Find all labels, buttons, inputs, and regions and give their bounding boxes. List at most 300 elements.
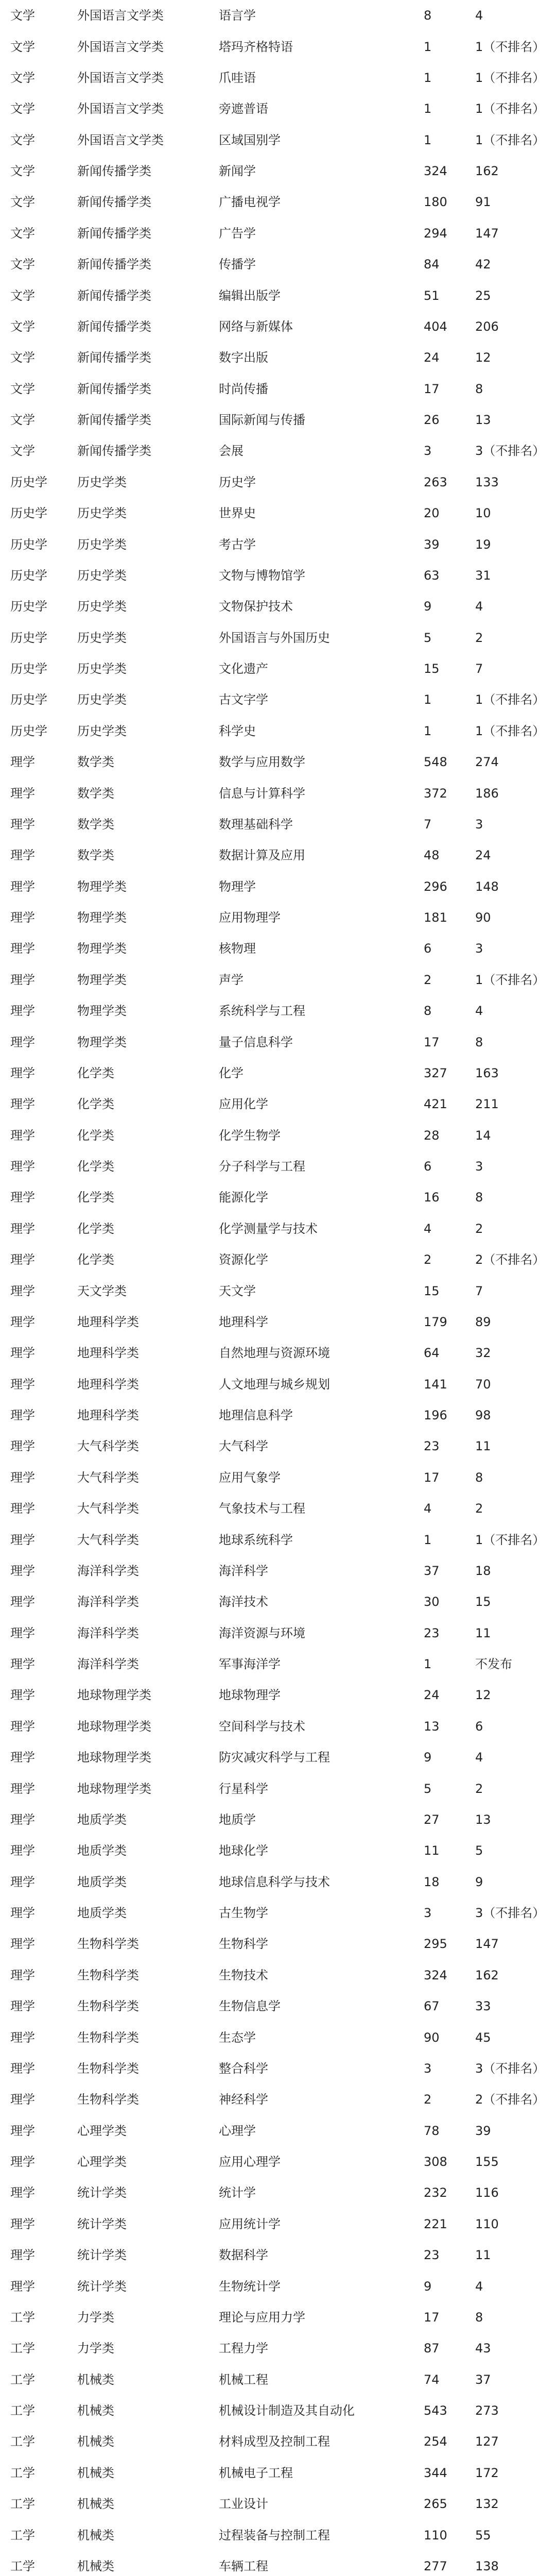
table-row: [6, 840, 550, 871]
major-cell: 物理学: [219, 880, 256, 893]
major-cell: 广播电视学: [219, 196, 281, 209]
table-row: [6, 933, 550, 964]
major-cell: 应用统计学: [219, 2217, 281, 2230]
count-cell: 4: [424, 1222, 432, 1235]
count-cell: 24: [424, 1689, 440, 1702]
category-cell: 地球物理学类: [77, 1689, 151, 1702]
rank-cell: 11: [475, 1626, 491, 1639]
category-cell: 物理学类: [77, 1036, 127, 1048]
discipline-cell: 文学: [10, 40, 35, 53]
major-cell: 文化遗产: [219, 663, 268, 675]
category-cell: 历史学类: [77, 663, 127, 675]
count-cell: 17: [424, 2311, 440, 2324]
discipline-cell: 理学: [10, 1969, 35, 1981]
table-row: [6, 1711, 550, 1742]
discipline-cell: 理学: [10, 1191, 35, 1204]
rank-cell: 8: [475, 382, 483, 395]
table-row: [6, 435, 550, 466]
category-cell: 新闻传播学类: [77, 445, 151, 457]
major-cell: 机械工程: [219, 2373, 268, 2386]
table-row: [6, 2333, 550, 2364]
discipline-cell: 理学: [10, 787, 35, 800]
table-row: [6, 1089, 550, 1120]
category-cell: 海洋科学类: [77, 1626, 139, 1639]
table-row: [6, 2053, 550, 2084]
count-cell: 1: [424, 40, 432, 53]
table-row: [6, 1058, 550, 1089]
table-row: [6, 2240, 550, 2270]
count-cell: 265: [424, 2498, 447, 2511]
major-cell: 生物科学: [219, 1938, 268, 1951]
count-cell: 1: [424, 103, 432, 115]
count-cell: 17: [424, 1471, 440, 1484]
category-cell: 地理科学类: [77, 1409, 139, 1422]
rank-cell: 8: [475, 1191, 483, 1204]
table-row: [6, 1897, 550, 1928]
major-cell: 文物保护技术: [219, 600, 293, 613]
rank-cell: 15: [475, 1596, 491, 1608]
table-row: [6, 62, 550, 93]
category-cell: 地理科学类: [77, 1378, 139, 1391]
category-cell: 机械类: [77, 2498, 114, 2511]
category-cell: 历史学类: [77, 476, 127, 488]
count-cell: 141: [424, 1378, 447, 1391]
major-cell: 旁遮普语: [219, 103, 268, 115]
count-cell: 18: [424, 1875, 440, 1888]
table-row: [6, 1431, 550, 1462]
rank-cell: 4: [475, 9, 483, 22]
table-row: [6, 1742, 550, 1773]
major-cell: 工业设计: [219, 2498, 268, 2511]
rank-cell: 8: [475, 2311, 483, 2324]
major-cell: 地球系统科学: [219, 1533, 293, 1546]
rank-cell: 31: [475, 569, 491, 582]
major-cell: 机械设计制造及其自动化: [219, 2404, 355, 2417]
rank-cell: 19: [475, 538, 491, 551]
rank-cell: 2: [475, 631, 483, 644]
table-row: [6, 653, 550, 684]
category-cell: 化学类: [77, 1129, 114, 1142]
rank-cell: 7: [475, 1284, 483, 1297]
rank-cell: 8: [475, 1036, 483, 1048]
count-cell: 67: [424, 2000, 440, 2013]
rank-cell: 163: [475, 1066, 499, 1079]
rank-cell: 24: [475, 849, 491, 862]
table-row: [6, 498, 550, 529]
discipline-cell: 理学: [10, 1036, 35, 1048]
count-cell: 1: [424, 71, 432, 84]
table-row: [6, 2115, 550, 2146]
category-cell: 新闻传播学类: [77, 320, 151, 333]
category-cell: 地质学类: [77, 1844, 127, 1857]
major-cell: 数学与应用数学: [219, 756, 305, 769]
count-cell: 63: [424, 569, 440, 582]
count-cell: 8: [424, 1005, 432, 1018]
rank-cell: 1（不排名）: [475, 973, 545, 986]
rank-cell: 162: [475, 1969, 499, 1981]
category-cell: 物理学类: [77, 911, 127, 924]
rank-cell: 10: [475, 507, 491, 520]
category-cell: 外国语言文学类: [77, 103, 164, 115]
count-cell: 196: [424, 1409, 447, 1422]
count-cell: 64: [424, 1347, 440, 1360]
rank-cell: 55: [475, 2529, 491, 2541]
major-cell: 生物统计学: [219, 2280, 281, 2293]
discipline-cell: 工学: [10, 2529, 35, 2541]
major-cell: 核物理: [219, 942, 256, 955]
rank-cell: 1（不排名）: [475, 1533, 545, 1546]
count-cell: 179: [424, 1315, 447, 1328]
category-cell: 机械类: [77, 2404, 114, 2417]
count-cell: 543: [424, 2404, 447, 2417]
table-row: [6, 1026, 550, 1057]
table-row: [6, 2270, 550, 2301]
discipline-cell: 理学: [10, 1938, 35, 1951]
discipline-cell: 理学: [10, 2156, 35, 2168]
rank-cell: 11: [475, 1440, 491, 1453]
table-row: [6, 467, 550, 498]
category-cell: 新闻传播学类: [77, 351, 151, 364]
discipline-cell: 理学: [10, 1782, 35, 1795]
rank-cell: 273: [475, 2404, 499, 2417]
major-cell: 大气科学: [219, 1440, 268, 1453]
rank-cell: 172: [475, 2466, 499, 2479]
count-cell: 5: [424, 1782, 432, 1795]
discipline-cell: 理学: [10, 1253, 35, 1266]
rank-cell: 18: [475, 1564, 491, 1577]
table-row: [6, 995, 550, 1026]
count-cell: 2: [424, 2093, 432, 2106]
discipline-cell: 工学: [10, 2435, 35, 2448]
count-cell: 6: [424, 942, 432, 955]
table-row: [6, 1213, 550, 1244]
rank-cell: 3（不排名）: [475, 2062, 545, 2075]
discipline-cell: 工学: [10, 2373, 35, 2386]
count-cell: 421: [424, 1098, 447, 1111]
rank-cell: 89: [475, 1315, 491, 1328]
category-cell: 天文学类: [77, 1284, 127, 1297]
category-cell: 数学类: [77, 756, 114, 769]
discipline-cell: 文学: [10, 9, 35, 22]
table-row: [6, 1649, 550, 1680]
major-cell: 空间科学与技术: [219, 1720, 305, 1733]
discipline-cell: 理学: [10, 1626, 35, 1639]
category-cell: 历史学类: [77, 693, 127, 706]
table-row: [6, 1804, 550, 1835]
table-row: [6, 125, 550, 156]
major-cell: 能源化学: [219, 1191, 268, 1204]
count-cell: 16: [424, 1191, 440, 1204]
discipline-cell: 理学: [10, 1347, 35, 1360]
table-row: [6, 2395, 550, 2426]
major-cell: 行星科学: [219, 1782, 268, 1795]
rank-cell: 14: [475, 1129, 491, 1142]
table-row: [6, 809, 550, 840]
table-row: [6, 2084, 550, 2115]
category-cell: 新闻传播学类: [77, 382, 151, 395]
rank-cell: 127: [475, 2435, 499, 2448]
count-cell: 3: [424, 2062, 432, 2075]
major-cell: 生物信息学: [219, 2000, 281, 2013]
major-cell: 车辆工程: [219, 2560, 268, 2572]
count-cell: 232: [424, 2187, 447, 2199]
rank-cell: 37: [475, 2373, 491, 2386]
count-cell: 23: [424, 2249, 440, 2262]
rank-cell: 7: [475, 663, 483, 675]
count-cell: 15: [424, 1284, 440, 1297]
major-cell: 系统科学与工程: [219, 1005, 305, 1018]
rank-cell: 206: [475, 320, 499, 333]
category-cell: 新闻传播学类: [77, 258, 151, 271]
count-cell: 28: [424, 1129, 440, 1142]
major-cell: 量子信息科学: [219, 1036, 293, 1048]
count-cell: 17: [424, 1036, 440, 1048]
rank-cell: 1（不排名）: [475, 693, 545, 706]
category-cell: 化学类: [77, 1253, 114, 1266]
rank-cell: 12: [475, 1689, 491, 1702]
discipline-cell: 理学: [10, 1875, 35, 1888]
major-cell: 应用心理学: [219, 2156, 281, 2168]
discipline-cell: 理学: [10, 880, 35, 893]
rank-cell: 42: [475, 258, 491, 271]
major-cell: 化学生物学: [219, 1129, 281, 1142]
category-cell: 统计学类: [77, 2187, 127, 2199]
discipline-cell: 理学: [10, 1160, 35, 1173]
major-cell: 过程装备与控制工程: [219, 2529, 330, 2541]
discipline-cell: 理学: [10, 1284, 35, 1297]
major-cell: 外国语言与外国历史: [219, 631, 330, 644]
discipline-cell: 理学: [10, 1596, 35, 1608]
category-cell: 力学类: [77, 2342, 114, 2355]
category-cell: 心理学类: [77, 2124, 127, 2137]
discipline-cell: 理学: [10, 2217, 35, 2230]
category-cell: 化学类: [77, 1191, 114, 1204]
category-cell: 新闻传播学类: [77, 289, 151, 302]
rank-cell: 3（不排名）: [475, 1907, 545, 1920]
major-cell: 信息与计算科学: [219, 787, 305, 800]
discipline-cell: 理学: [10, 1720, 35, 1733]
category-cell: 统计学类: [77, 2217, 127, 2230]
category-cell: 海洋科学类: [77, 1596, 139, 1608]
count-cell: 74: [424, 2373, 440, 2386]
rank-cell: 2: [475, 1502, 483, 1515]
category-cell: 外国语言文学类: [77, 133, 164, 146]
discipline-cell: 历史学: [10, 663, 47, 675]
major-cell: 国际新闻与传播: [219, 414, 305, 427]
table-row: [6, 1493, 550, 1524]
category-cell: 生物科学类: [77, 1969, 139, 1981]
table-row: [6, 747, 550, 777]
major-cell: 防灾减灾科学与工程: [219, 1751, 330, 1764]
category-cell: 地质学类: [77, 1875, 127, 1888]
table-row: [6, 2426, 550, 2457]
discipline-cell: 理学: [10, 1005, 35, 1018]
discipline-cell: 理学: [10, 756, 35, 769]
count-cell: 39: [424, 538, 440, 551]
major-cell: 气象技术与工程: [219, 1502, 305, 1515]
major-cell: 历史学: [219, 476, 256, 488]
count-cell: 90: [424, 2031, 440, 2044]
discipline-cell: 工学: [10, 2404, 35, 2417]
major-cell: 地理科学: [219, 1315, 268, 1328]
discipline-cell: 理学: [10, 1315, 35, 1328]
rank-cell: 12: [475, 351, 491, 364]
category-cell: 大气科学类: [77, 1502, 139, 1515]
count-cell: 24: [424, 351, 440, 364]
major-cell: 时尚传播: [219, 382, 268, 395]
category-cell: 新闻传播学类: [77, 414, 151, 427]
category-cell: 化学类: [77, 1066, 114, 1079]
category-cell: 生物科学类: [77, 1938, 139, 1951]
category-cell: 地理科学类: [77, 1315, 139, 1328]
count-cell: 9: [424, 2280, 432, 2293]
category-cell: 物理学类: [77, 880, 127, 893]
major-cell: 编辑出版学: [219, 289, 281, 302]
count-cell: 17: [424, 382, 440, 395]
category-cell: 大气科学类: [77, 1471, 139, 1484]
category-cell: 统计学类: [77, 2280, 127, 2293]
category-cell: 地质学类: [77, 1813, 127, 1826]
discipline-cell: 理学: [10, 1471, 35, 1484]
category-cell: 历史学类: [77, 538, 127, 551]
major-cell: 机械电子工程: [219, 2466, 293, 2479]
major-cell: 生物技术: [219, 1969, 268, 1981]
discipline-cell: 历史学: [10, 631, 47, 644]
table-row: [6, 2209, 550, 2240]
major-cell: 分子科学与工程: [219, 1160, 305, 1173]
major-cell: 地球化学: [219, 1844, 268, 1857]
table-row: [6, 1835, 550, 1866]
discipline-cell: 工学: [10, 2498, 35, 2511]
count-cell: 23: [424, 1440, 440, 1453]
discipline-cell: 文学: [10, 196, 35, 209]
discipline-cell: 文学: [10, 165, 35, 178]
table-row: [6, 187, 550, 217]
table-row: [6, 1586, 550, 1617]
category-cell: 数学类: [77, 787, 114, 800]
count-cell: 9: [424, 600, 432, 613]
table-row: [6, 716, 550, 747]
count-cell: 110: [424, 2529, 447, 2541]
rank-cell: 98: [475, 1409, 491, 1422]
major-cell: 应用物理学: [219, 911, 281, 924]
rank-cell: 4: [475, 1751, 483, 1764]
category-cell: 历史学类: [77, 724, 127, 737]
discipline-cell: 理学: [10, 818, 35, 831]
rank-cell: 5: [475, 1844, 483, 1857]
count-cell: 30: [424, 1596, 440, 1608]
table-row: [6, 1773, 550, 1804]
count-cell: 324: [424, 165, 447, 178]
table-row: [6, 0, 550, 31]
rank-cell: 2（不排名）: [475, 1253, 545, 1266]
major-cell: 统计学: [219, 2187, 256, 2199]
table-row: [6, 218, 550, 249]
category-cell: 生物科学类: [77, 2062, 139, 2075]
count-cell: 78: [424, 2124, 440, 2137]
count-cell: 327: [424, 1066, 447, 1079]
major-cell: 地质学: [219, 1813, 256, 1826]
category-cell: 化学类: [77, 1160, 114, 1173]
discipline-cell: 文学: [10, 382, 35, 395]
table-row: [6, 156, 550, 187]
count-cell: 2: [424, 973, 432, 986]
table-row: [6, 1400, 550, 1431]
discipline-cell: 历史学: [10, 724, 47, 737]
major-cell: 天文学: [219, 1284, 256, 1297]
category-cell: 生物科学类: [77, 2000, 139, 2013]
major-cell: 数字出版: [219, 351, 268, 364]
major-cell: 数理基础科学: [219, 818, 293, 831]
table-row: [6, 311, 550, 342]
major-cell: 军事海洋学: [219, 1658, 281, 1671]
table-row: [6, 560, 550, 591]
rank-cell: 133: [475, 476, 499, 488]
discipline-cell: 文学: [10, 71, 35, 84]
count-cell: 1: [424, 693, 432, 706]
major-cell: 化学测量学与技术: [219, 1222, 318, 1235]
discipline-cell: 历史学: [10, 538, 47, 551]
discipline-cell: 理学: [10, 1689, 35, 1702]
discipline-cell: 文学: [10, 258, 35, 271]
discipline-cell: 历史学: [10, 569, 47, 582]
major-cell: 地球信息科学与技术: [219, 1875, 330, 1888]
rank-cell: 4: [475, 1005, 483, 1018]
rank-cell: 32: [475, 1347, 491, 1360]
category-cell: 新闻传播学类: [77, 196, 151, 209]
category-cell: 机械类: [77, 2466, 114, 2479]
major-cell: 材料成型及控制工程: [219, 2435, 330, 2448]
category-cell: 大气科学类: [77, 1533, 139, 1546]
rank-cell: 1（不排名）: [475, 103, 545, 115]
table-row: [6, 684, 550, 715]
category-cell: 物理学类: [77, 973, 127, 986]
category-cell: 大气科学类: [77, 1440, 139, 1453]
rank-cell: 90: [475, 911, 491, 924]
count-cell: 324: [424, 1969, 447, 1981]
rank-cell: 1（不排名）: [475, 71, 545, 84]
discipline-cell: 理学: [10, 1658, 35, 1671]
category-cell: 机械类: [77, 2529, 114, 2541]
major-cell: 塔玛齐格特语: [219, 40, 293, 53]
discipline-cell: 理学: [10, 1409, 35, 1422]
major-cell: 资源化学: [219, 1253, 268, 1266]
count-cell: 263: [424, 476, 447, 488]
major-cell: 古文字学: [219, 693, 268, 706]
count-cell: 294: [424, 227, 447, 240]
category-cell: 外国语言文学类: [77, 40, 164, 53]
rank-cell: 274: [475, 756, 499, 769]
rank-cell: 2: [475, 1222, 483, 1235]
category-cell: 生物科学类: [77, 2093, 139, 2106]
count-cell: 1: [424, 724, 432, 737]
major-cell: 自然地理与资源环境: [219, 1347, 330, 1360]
major-cell: 新闻学: [219, 165, 256, 178]
table-row: [6, 1307, 550, 1337]
rank-cell: 9: [475, 1875, 483, 1888]
rank-cell: 33: [475, 2000, 491, 2013]
discipline-cell: 理学: [10, 1066, 35, 1079]
major-cell: 心理学: [219, 2124, 256, 2137]
major-cell: 地球物理学: [219, 1689, 281, 1702]
category-cell: 地质学类: [77, 1907, 127, 1920]
category-cell: 新闻传播学类: [77, 165, 151, 178]
table-row: [6, 1275, 550, 1306]
table-row: [6, 529, 550, 560]
category-cell: 机械类: [77, 2373, 114, 2386]
discipline-cell: 理学: [10, 1502, 35, 1515]
category-cell: 地球物理学类: [77, 1782, 151, 1795]
